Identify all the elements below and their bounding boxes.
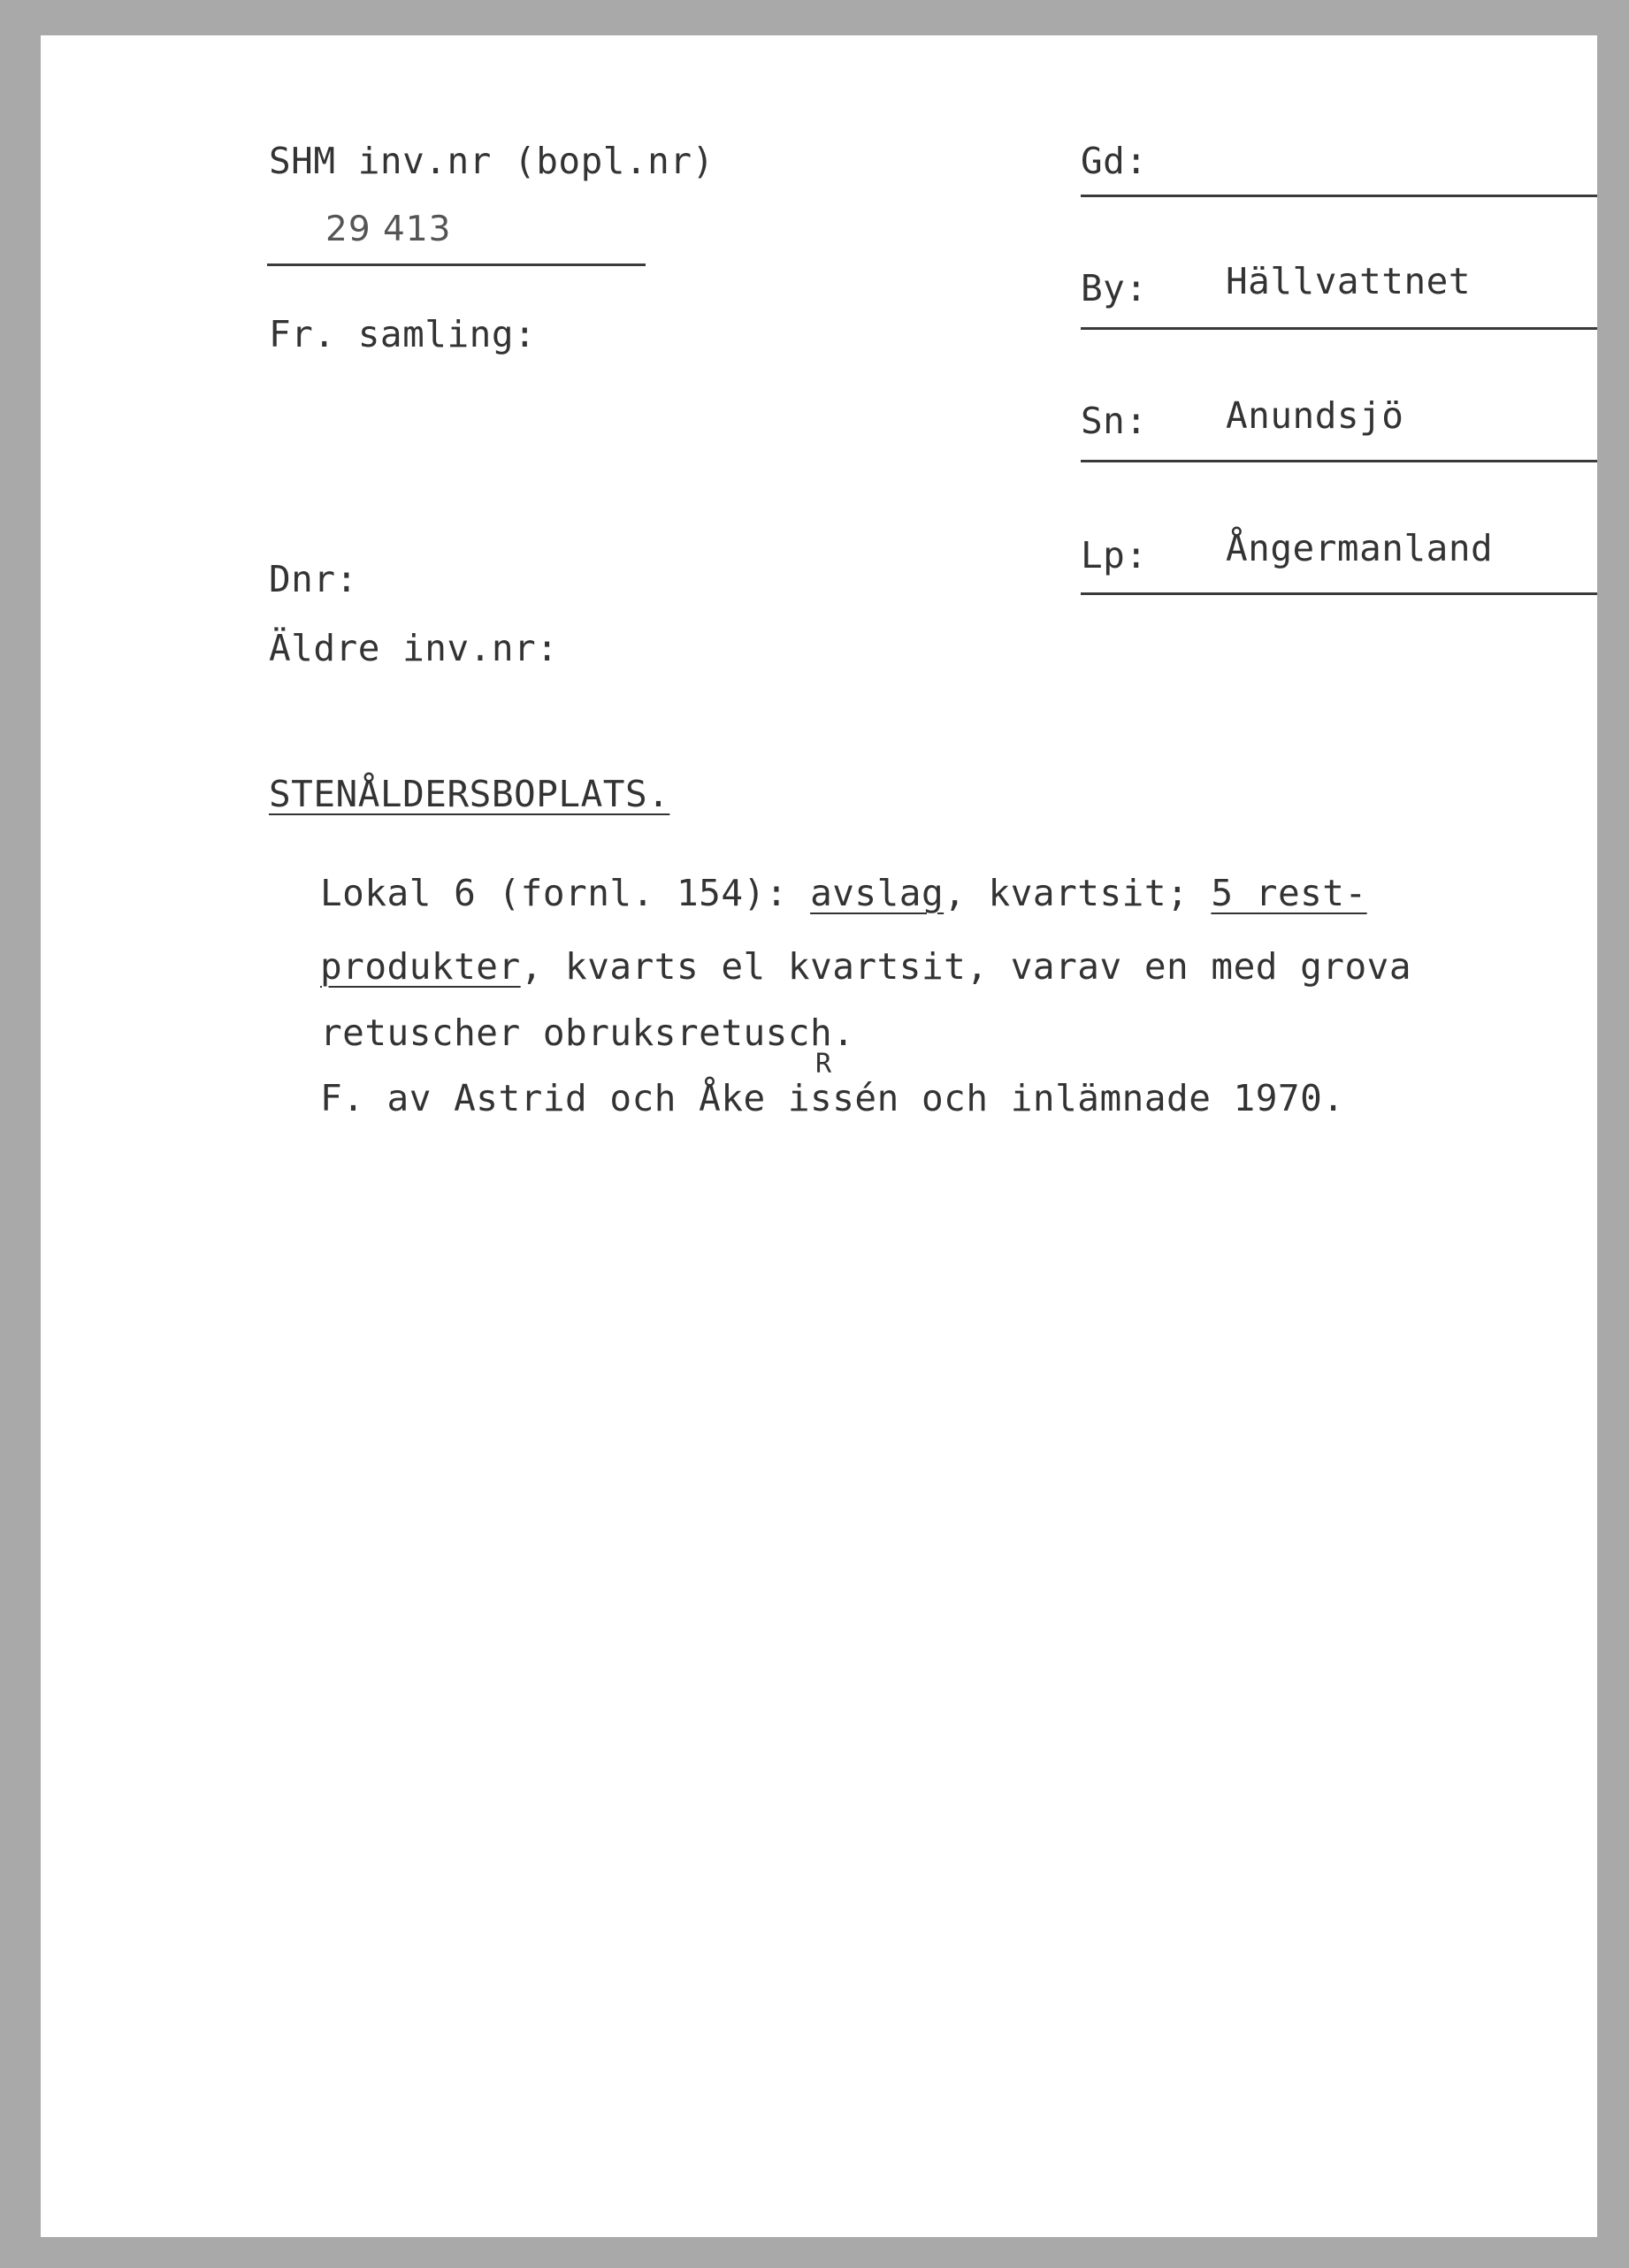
underlined-term: produkter bbox=[320, 945, 521, 988]
text-segment: , kvartsit; bbox=[944, 872, 1212, 914]
body-line-1 bbox=[320, 872, 1367, 914]
sn-rule bbox=[1081, 460, 1597, 462]
lp-rule bbox=[1081, 592, 1597, 595]
text-segment: Lokal 6 (fornl. 154): bbox=[320, 872, 811, 914]
body-line-2 bbox=[320, 945, 1412, 988]
body-line-4 bbox=[320, 1077, 1345, 1119]
text-segment: F. av Astrid och Åke bbox=[320, 1077, 788, 1119]
text-segment: issén och inlämnade 1970. bbox=[787, 1077, 1345, 1119]
heading: STENÅLDERSBOPLATS. bbox=[269, 773, 670, 815]
sn-label: Sn: bbox=[1081, 400, 1148, 442]
body-line-3: retuscher obruksretusch. bbox=[320, 1012, 855, 1054]
handwritten-correction: R bbox=[815, 1049, 832, 1080]
underlined-term: avslag bbox=[810, 872, 945, 914]
gd-label: Gd: bbox=[1081, 140, 1148, 182]
by-label: By: bbox=[1081, 267, 1148, 309]
inv-label: SHM inv.nr (bopl.nr) bbox=[269, 140, 715, 182]
older-inv-label: Äldre inv.nr: bbox=[269, 627, 559, 669]
lp-value: Ångermanland bbox=[1226, 527, 1494, 569]
inv-number: 29 413 bbox=[325, 210, 452, 249]
dnr-label: Dnr: bbox=[269, 558, 358, 600]
by-value: Hällvattnet bbox=[1226, 260, 1472, 302]
collection-label: Fr. samling: bbox=[269, 313, 537, 355]
lp-label: Lp: bbox=[1081, 534, 1148, 577]
sn-value: Anundsjö bbox=[1226, 394, 1404, 437]
inv-number-rule bbox=[267, 263, 646, 266]
by-rule bbox=[1081, 327, 1597, 330]
gd-rule bbox=[1081, 195, 1597, 197]
catalog-card bbox=[41, 35, 1597, 2237]
underlined-term: 5 rest- bbox=[1211, 872, 1367, 914]
text-segment: , kvarts el kvartsit, varav en med grova bbox=[520, 945, 1412, 988]
